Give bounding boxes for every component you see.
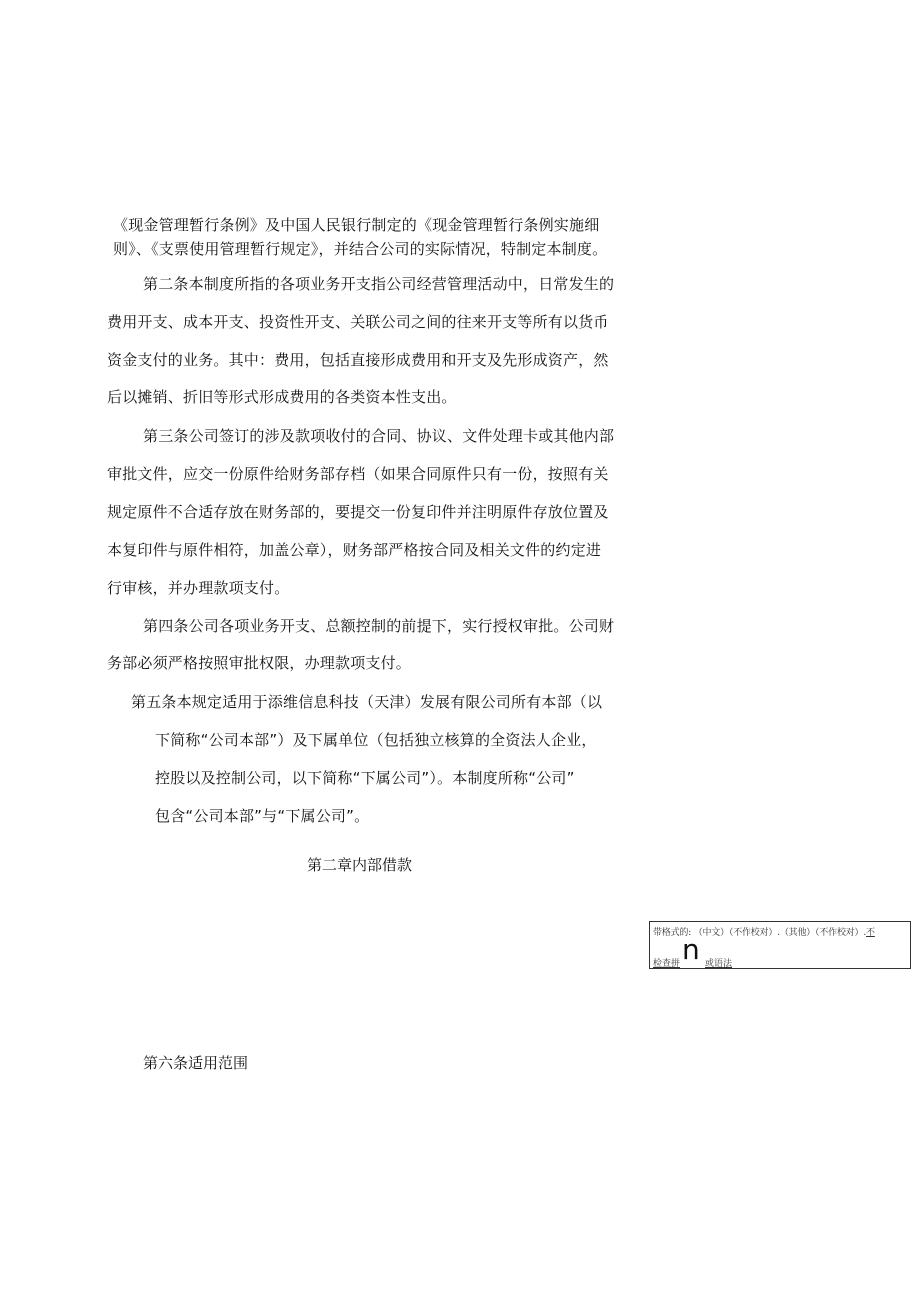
intro-line-1: 《现金管理暂行条例》及中国人民银行制定的《现金管理暂行条例实施细 — [113, 216, 600, 234]
article2-line-2: 费用开支、成本开支、投资性开支、关联公司之间的往来开支等所有以货币 — [107, 313, 609, 331]
article5-line-4: 包含“公司本部”与“下属公司”。 — [155, 807, 370, 825]
article5-line-1: 第五条本规定适用于添维信息科技（天津）发展有限公司所有本部（以 — [131, 693, 603, 711]
article2-line-1: 第二条本制度所指的各项业务开支指公司经营管理活动中，日常发生的 — [143, 275, 615, 293]
article5-line-3: 控股以及控制公司，以下简称“下属公司”）。本制度所称“公司” — [155, 769, 575, 787]
article5-line-2: 下简称“公司本部”）及下属单位（包括独立核算的全资法人企业， — [155, 731, 597, 749]
chapter-heading: 第二章内部借款 — [307, 856, 413, 874]
format-comment-box[interactable] — [649, 921, 911, 969]
article3-line-2: 审批文件，应交一份原件给财务部存档（如果合同原件只有一份，按照有关 — [107, 465, 609, 483]
intro-line-2: 则》、《支票使用管理暂行规定》，并结合公司的实际情况，特制定本制度。 — [113, 240, 608, 258]
article3-line-3: 规定原件不合适存放在财务部的，要提交一份复印件并注明原件存放位置及 — [107, 503, 609, 521]
comment-line-2 — [653, 956, 680, 969]
article3-line-5: 行审核，并办理款项支付。 — [107, 579, 290, 597]
article2-line-4: 后以摊销、折旧等形式形成费用的各类资本性支出。 — [107, 388, 457, 406]
article4-line-1: 第四条公司各项业务开支、总额控制的前提下，实行授权审批。公司财 — [143, 617, 615, 635]
comment-line-2-tail: 或语法 — [705, 959, 733, 969]
comment-big-letter: n — [682, 933, 700, 966]
comment-line-2-text: 检查拼 — [653, 959, 681, 969]
comment-line-1-tail: 不 — [866, 928, 875, 938]
article3-line-4: 本复印件与原件相符，加盖公章），财务部严格按合同及相关文件的约定进 — [107, 541, 602, 559]
article4-line-2: 务部必须严格按照审批权限，办理款项支付。 — [107, 654, 412, 672]
comment-line-1-text: 带格式的: （中文）（不作校对）.（其他）（不作校对）. — [653, 928, 867, 938]
article3-line-1: 第三条公司签订的涉及款项收付的合同、协议、文件处理卡或其他内部 — [143, 427, 615, 445]
article6-heading: 第六条适用范围 — [143, 1054, 249, 1072]
article2-line-3: 资金支付的业务。其中：费用，包括直接形成费用和开支及先形成资产，然 — [107, 351, 609, 369]
